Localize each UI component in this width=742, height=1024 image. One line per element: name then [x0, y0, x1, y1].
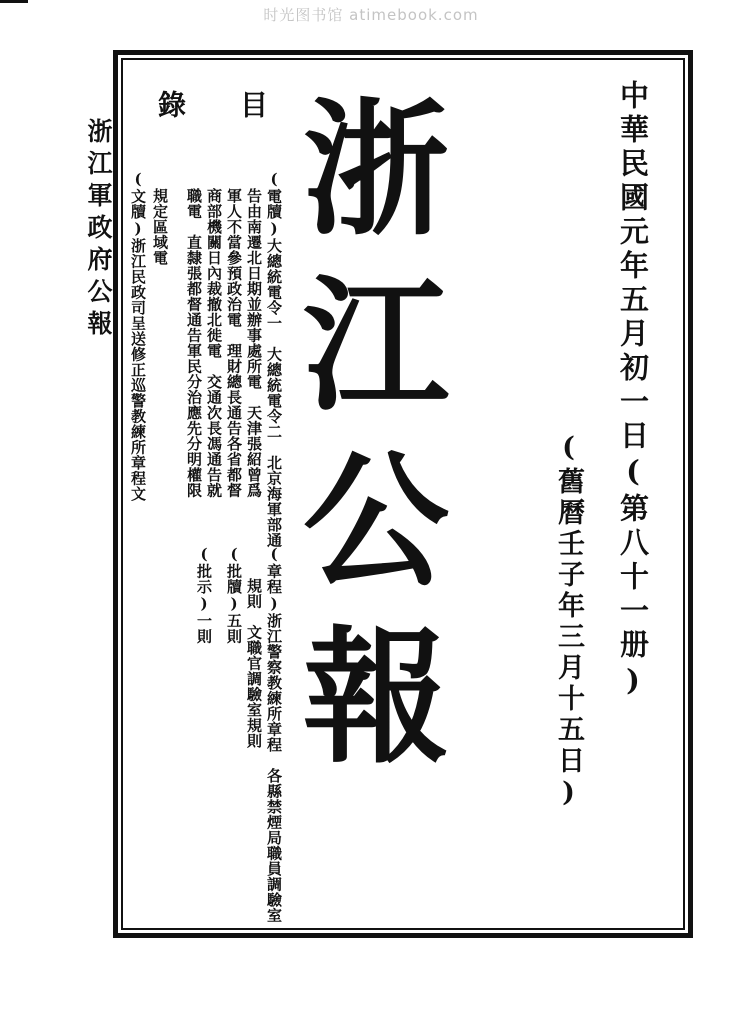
toc-column: 商部機關日內裁撤北徙電 交通次長馮通告就: [205, 188, 223, 498]
spine-title: 浙江軍政府公報: [84, 118, 113, 342]
toc-column: 告由南遷北日期並辦事處所電 天津張紹曾爲: [245, 188, 263, 498]
toc-column: (文牘)浙江民政司呈送修正巡警教練所章程文: [129, 170, 147, 502]
publication-date: 中華民國元年五月初一日(第八十一册): [616, 80, 650, 702]
toc-column: 規則 文職官調驗室規則: [245, 578, 263, 749]
toc-column: (批牘)五則: [225, 545, 243, 644]
toc-column: 規定區域電: [151, 188, 169, 266]
toc-column: 軍人不當參預政治電 理財總長通告各省都督: [225, 188, 243, 498]
toc-column: (章程)浙江警察教練所章程 各縣禁煙局職員調驗室: [265, 545, 283, 923]
toc-column: (電牘)大總統電令一 大總統電令二 北京海軍部通: [265, 170, 283, 548]
watermark: 时光图书馆 atimebook.com: [263, 6, 479, 24]
lunar-date: (舊曆壬子年三月十五日): [553, 432, 584, 812]
toc-column: 職電 直隸張都督通告軍民分治應先分明權限: [185, 188, 203, 498]
contents-heading-2: 錄: [154, 90, 187, 118]
toc-column: (批示)一則: [195, 545, 213, 644]
page-number: [0, 0, 28, 3]
main-title: 浙江公報: [278, 92, 449, 796]
contents-heading-1: 目: [236, 90, 269, 118]
